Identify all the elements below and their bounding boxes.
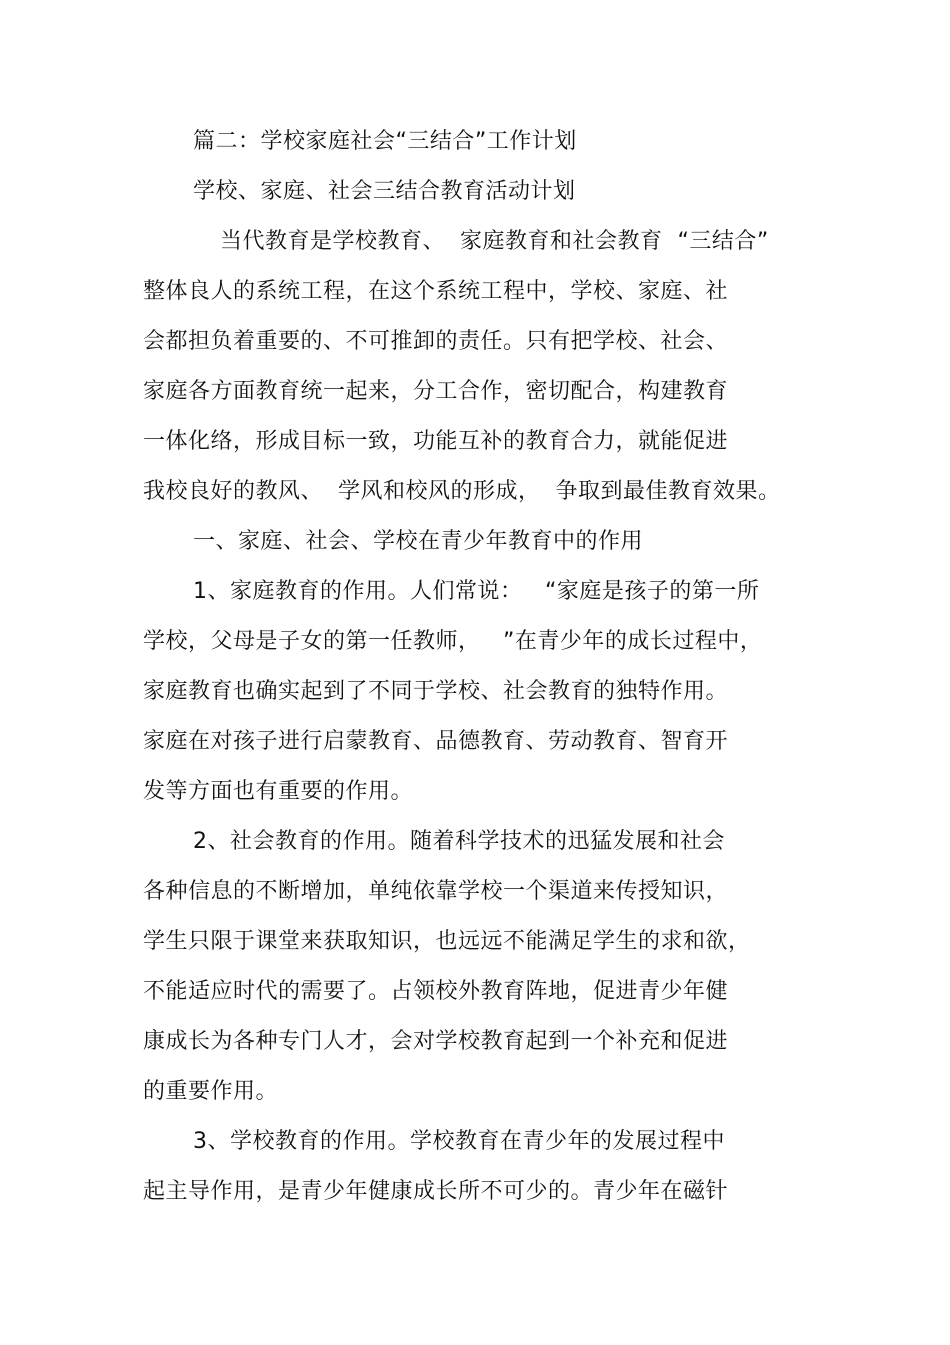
para2-line-1: 2、社会教育的作用。随着科学技术的迅猛发展和社会 [193, 829, 725, 854]
para3-line-2: 起主导作用，是青少年健康成长所不可少的。青少年在磁针 [143, 1179, 729, 1204]
intro-line-4: 家庭各方面教育统一起来，分工合作，密切配合，构建教育 [143, 379, 729, 404]
para2-line-4: 不能适应时代的需要了。占领校外教育阵地，促进青少年健 [143, 979, 729, 1004]
para1-line-1: 1、家庭教育的作用。人们常说： “家庭是孩子的第一所 [193, 579, 760, 604]
para1-line-3: 家庭教育也确实起到了不同于学校、社会教育的独特作用。 [143, 679, 729, 704]
section-one-title: 一、家庭、社会、学校在青少年教育中的作用 [193, 529, 644, 554]
intro-line-2: 整体良人的系统工程，在这个系统工程中，学校、家庭、社 [143, 279, 729, 304]
para2-line-6: 的重要作用。 [143, 1079, 279, 1104]
para1-line-5: 发等方面也有重要的作用。 [143, 779, 414, 804]
intro-line-5: 一体化络，形成目标一致，功能互补的教育合力，就能促进 [143, 429, 729, 454]
intro-line-6: 我校良好的教风、 学风和校风的形成， 争取到最佳教育效果。 [143, 479, 781, 504]
document-heading: 篇二：学校家庭社会“三结合”工作计划 [193, 129, 577, 154]
para1-line-4: 家庭在对孩子进行启蒙教育、品德教育、劳动教育、智育开 [143, 729, 729, 754]
para2-line-2: 各种信息的不断增加，单纯依靠学校一个渠道来传授知识， [143, 879, 729, 904]
document-subheading: 学校、家庭、社会三结合教育活动计划 [193, 179, 576, 204]
para2-line-5: 康成长为各种专门人才，会对学校教育起到一个补充和促进 [143, 1029, 729, 1054]
intro-line-3: 会都担负着重要的、不可推卸的责任。只有把学校、社会、 [143, 329, 729, 354]
para1-line-2: 学校，父母是子女的第一任教师， ”在青少年的成长过程中， [143, 629, 763, 654]
intro-line-1: 当代教育是学校教育、 家庭教育和社会教育 “三结合” [220, 229, 769, 254]
para2-line-3: 学生只限于课堂来获取知识，也远远不能满足学生的求和欲， [143, 929, 751, 954]
para3-line-1: 3、学校教育的作用。学校教育在青少年的发展过程中 [193, 1129, 725, 1154]
